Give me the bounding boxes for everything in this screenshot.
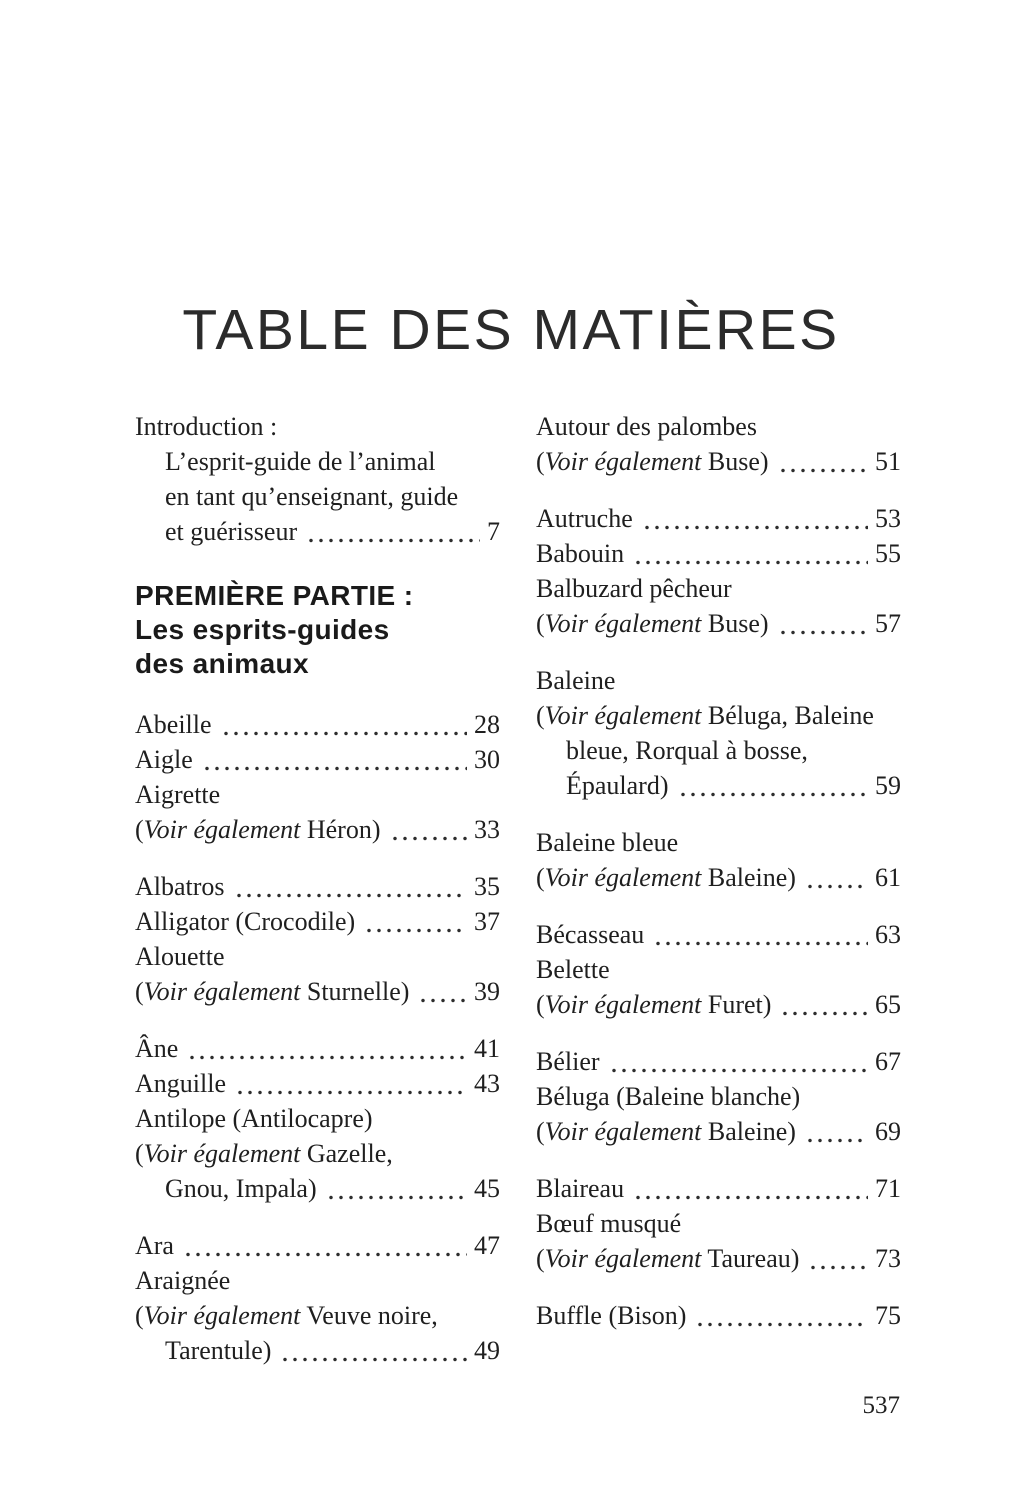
part-heading-line-3: des animaux	[135, 647, 310, 679]
entry-text	[536, 825, 678, 860]
entry-text	[566, 733, 808, 768]
see-also-italic: Voir également	[143, 814, 301, 844]
entry-text	[165, 514, 297, 549]
entry-label: Béluga (Baleine blanche)	[536, 1081, 801, 1111]
entry-label: Taureau)	[701, 1243, 800, 1273]
toc-entry	[536, 1044, 901, 1079]
dot-leader	[235, 1090, 467, 1095]
toc-entry	[536, 501, 901, 536]
entry-label: Belette	[536, 954, 610, 984]
entry-page-ref: 33	[474, 814, 500, 844]
entry-page-ref: 71	[875, 1173, 901, 1203]
entry-line	[536, 1241, 901, 1276]
entry-group	[536, 917, 901, 1022]
open-paren: (	[536, 608, 545, 638]
dot-leader	[808, 1265, 868, 1270]
entry-label: Héron)	[300, 814, 381, 844]
entry-label: Baleine)	[701, 1116, 796, 1146]
entry-label: Aigrette	[135, 779, 221, 809]
entry-line	[536, 825, 901, 860]
entry-text	[536, 952, 610, 987]
toc-entry	[135, 1228, 500, 1263]
toc-entry	[135, 742, 500, 777]
entry-label: Gazelle,	[300, 1138, 393, 1168]
entry-label: Abeille	[135, 709, 212, 739]
open-paren: (	[536, 1116, 545, 1146]
entry-page-ref: 47	[474, 1230, 500, 1260]
toc-entry	[536, 663, 901, 803]
entry-line	[135, 444, 500, 479]
entry-label: Veuve noire,	[300, 1300, 438, 1330]
part-heading-line-1: PREMIÈRE PARTIE :	[135, 579, 414, 611]
see-also-italic: Voir également	[143, 976, 301, 1006]
entry-line	[135, 1228, 500, 1263]
entry-text	[135, 409, 277, 444]
dot-leader	[280, 1357, 467, 1362]
dot-leader	[418, 998, 467, 1003]
entry-text	[135, 812, 381, 847]
entry-text	[536, 663, 615, 698]
toc-entry	[135, 707, 500, 742]
entry-line	[536, 444, 901, 479]
toc-entry	[135, 1101, 500, 1206]
entry-text	[536, 1241, 799, 1276]
entry-label: Tarentule)	[165, 1335, 272, 1365]
open-paren: (	[135, 1300, 144, 1330]
entry-line	[536, 1079, 901, 1114]
entry-label: Béluga, Baleine	[701, 700, 874, 730]
entry-label: Babouin	[536, 538, 625, 568]
entry-text	[135, 1031, 178, 1066]
entry-label: Introduction :	[135, 411, 278, 441]
toc-entry	[536, 1206, 901, 1276]
entry-line	[135, 1171, 500, 1206]
toc-entry	[536, 825, 901, 895]
entry-group	[135, 1031, 500, 1206]
entry-group	[536, 409, 901, 479]
toc-entry	[135, 1263, 500, 1368]
entry-text	[536, 444, 769, 479]
entry-text	[135, 1066, 226, 1101]
entry-text	[536, 1206, 681, 1241]
entry-label: Furet)	[701, 989, 772, 1019]
dot-leader	[778, 468, 868, 473]
entry-line	[135, 1263, 500, 1298]
entry-group	[536, 1171, 901, 1276]
entry-text	[536, 860, 796, 895]
entry-label: Anguille	[135, 1068, 226, 1098]
see-also-italic: Voir également	[143, 1300, 301, 1330]
entry-text	[135, 904, 355, 939]
entry-page-ref: 43	[474, 1068, 500, 1098]
entry-text	[135, 974, 409, 1009]
entry-line	[135, 869, 500, 904]
toc-entry	[135, 869, 500, 904]
dot-leader	[364, 928, 467, 933]
entry-label: Araignée	[135, 1265, 231, 1295]
entry-page-ref: 73	[875, 1243, 901, 1273]
toc-entry	[536, 1079, 901, 1149]
open-paren: (	[536, 1243, 545, 1273]
dot-leader	[609, 1068, 868, 1073]
toc-entry	[135, 1066, 500, 1101]
toc-entry	[536, 409, 901, 479]
entry-page-ref: 41	[474, 1033, 500, 1063]
entry-group	[536, 825, 901, 895]
entry-text	[536, 606, 769, 641]
entry-label: Bœuf musqué	[536, 1208, 682, 1238]
entry-label: Baleine	[536, 665, 616, 695]
toc-entry	[536, 917, 901, 952]
entry-label: Buse)	[701, 446, 769, 476]
toc-entry	[536, 571, 901, 641]
entry-line	[135, 1298, 500, 1333]
toc-entries-left	[135, 707, 500, 1368]
entry-line	[135, 707, 500, 742]
entry-label: Blaireau	[536, 1173, 625, 1203]
dot-leader	[390, 836, 468, 841]
see-also-italic: Voir également	[544, 608, 702, 638]
entry-line	[536, 768, 901, 803]
entry-line	[536, 1044, 901, 1079]
entry-line	[536, 1114, 901, 1149]
entry-text	[165, 1333, 271, 1368]
entry-line	[135, 1031, 500, 1066]
entry-text	[536, 501, 633, 536]
entry-line	[135, 742, 500, 777]
entry-text	[165, 479, 458, 514]
toc-entry	[135, 1031, 500, 1066]
page-number: 537	[862, 1392, 900, 1419]
entry-label: Buffle (Bison)	[536, 1300, 687, 1330]
entry-group	[536, 663, 901, 803]
entry-label: Âne	[135, 1033, 179, 1063]
toc-intro	[135, 409, 500, 549]
dot-leader	[187, 1055, 467, 1060]
entry-line	[135, 409, 500, 444]
dot-leader	[805, 1138, 868, 1143]
entry-label: Ara	[135, 1230, 174, 1260]
dot-leader	[678, 792, 868, 797]
open-paren: (	[536, 862, 545, 892]
entry-page-ref: 75	[875, 1300, 901, 1330]
toc-entry	[135, 904, 500, 939]
entry-label: Sturnelle)	[300, 976, 410, 1006]
entry-page-ref: 65	[875, 989, 901, 1019]
dot-leader	[778, 630, 868, 635]
entry-label: Bécasseau	[536, 919, 645, 949]
left-column	[135, 409, 500, 1390]
toc-entry	[536, 952, 901, 1022]
open-paren: (	[536, 989, 545, 1019]
entry-text	[536, 1298, 686, 1333]
entry-text	[135, 1263, 230, 1298]
entry-line	[135, 1333, 500, 1368]
entry-line	[536, 501, 901, 536]
dot-leader	[633, 560, 868, 565]
entry-group	[135, 1228, 500, 1368]
entry-label: Aigle	[135, 744, 193, 774]
entry-line	[536, 1298, 901, 1333]
entry-page-ref: 45	[474, 1173, 500, 1203]
part-heading	[135, 579, 500, 681]
open-paren: (	[135, 976, 144, 1006]
entry-label: Autruche	[536, 503, 633, 533]
dot-leader	[306, 538, 480, 543]
entry-line	[135, 777, 500, 812]
entry-page-ref: 28	[474, 709, 500, 739]
entry-text	[135, 1228, 174, 1263]
entry-text	[536, 987, 771, 1022]
entry-label: Autour des palombes	[536, 411, 757, 441]
dot-leader	[805, 884, 868, 889]
entry-line	[536, 860, 901, 895]
see-also-italic: Voir également	[544, 1243, 702, 1273]
entry-text	[536, 1079, 800, 1114]
toc-columns	[135, 409, 901, 1390]
entry-line	[536, 952, 901, 987]
entry-line	[536, 733, 901, 768]
entry-label: bleue, Rorqual à bosse,	[566, 735, 808, 765]
toc-entry	[536, 1171, 901, 1206]
dot-leader	[326, 1195, 467, 1200]
toc-entries-right	[536, 409, 901, 1333]
entry-group	[135, 707, 500, 847]
entry-group	[536, 1298, 901, 1333]
entry-page-ref: 57	[875, 608, 901, 638]
entry-label: Alouette	[135, 941, 225, 971]
dot-leader	[202, 766, 467, 771]
toc-entry	[135, 409, 500, 549]
entry-line	[135, 1101, 500, 1136]
entry-text	[135, 1298, 438, 1333]
toc-entry	[135, 777, 500, 847]
entry-group	[135, 409, 500, 549]
entry-page-ref: 49	[474, 1335, 500, 1365]
toc-entry	[536, 1298, 901, 1333]
entry-text	[536, 1114, 796, 1149]
entry-text	[536, 917, 644, 952]
entry-page-ref: 7	[487, 516, 500, 546]
toc-entry	[536, 536, 901, 571]
open-paren: (	[536, 446, 545, 476]
open-paren: (	[135, 1138, 144, 1168]
entry-text	[536, 536, 624, 571]
entry-label: Gnou, Impala)	[165, 1173, 317, 1203]
entry-text	[135, 707, 212, 742]
entry-text	[536, 1044, 600, 1079]
see-also-italic: Voir également	[143, 1138, 301, 1168]
entry-label: Épaulard)	[566, 770, 669, 800]
entry-page-ref: 63	[875, 919, 901, 949]
entry-line	[536, 917, 901, 952]
entry-text	[536, 409, 757, 444]
open-paren: (	[135, 814, 144, 844]
entry-label: Bélier	[536, 1046, 600, 1076]
entry-group	[536, 501, 901, 641]
entry-group	[536, 1044, 901, 1149]
entry-label: Antilope (Antilocapre)	[135, 1103, 373, 1133]
entry-label: Buse)	[701, 608, 769, 638]
entry-line	[536, 536, 901, 571]
entry-line	[536, 698, 901, 733]
entry-page-ref: 69	[875, 1116, 901, 1146]
entry-label: Balbuzard pêcheur	[536, 573, 732, 603]
entry-label: Baleine bleue	[536, 827, 679, 857]
entry-text	[135, 742, 193, 777]
entry-line	[536, 663, 901, 698]
dot-leader	[695, 1322, 868, 1327]
entry-text	[566, 768, 669, 803]
entry-page-ref: 39	[474, 976, 500, 1006]
entry-text	[135, 939, 225, 974]
dot-leader	[642, 525, 868, 530]
entry-label: Alligator (Crocodile)	[135, 906, 356, 936]
entry-text	[165, 1171, 317, 1206]
see-also-italic: Voir également	[544, 1116, 702, 1146]
toc-entry	[135, 939, 500, 1009]
entry-text	[135, 1136, 393, 1171]
entry-line	[135, 479, 500, 514]
entry-label: L’esprit-guide de l’animal	[165, 446, 436, 476]
right-column	[536, 409, 901, 1390]
entry-page-ref: 61	[875, 862, 901, 892]
entry-line	[135, 514, 500, 549]
entry-line	[536, 571, 901, 606]
part-heading-line-2: Les esprits-guides	[135, 613, 390, 645]
entry-text	[536, 1171, 624, 1206]
see-also-italic: Voir également	[544, 446, 702, 476]
entry-text	[135, 777, 220, 812]
entry-text	[536, 571, 732, 606]
entry-line	[536, 987, 901, 1022]
entry-line	[135, 939, 500, 974]
entry-text	[135, 1101, 373, 1136]
entry-line	[135, 904, 500, 939]
entry-line	[536, 409, 901, 444]
entry-page-ref: 30	[474, 744, 500, 774]
see-also-italic: Voir également	[544, 989, 702, 1019]
entry-group	[135, 869, 500, 1009]
entry-line	[135, 1136, 500, 1171]
entry-page-ref: 67	[875, 1046, 901, 1076]
entry-text	[135, 869, 225, 904]
entry-label: Baleine)	[701, 862, 796, 892]
page-title: TABLE DES MATIÈRES	[182, 298, 840, 363]
dot-leader	[780, 1011, 868, 1016]
entry-page-ref: 59	[875, 770, 901, 800]
dot-leader	[221, 731, 467, 736]
entry-line	[536, 1206, 901, 1241]
dot-leader	[653, 941, 868, 946]
see-also-italic: Voir également	[544, 862, 702, 892]
dot-leader	[633, 1195, 868, 1200]
entry-page-ref: 55	[875, 538, 901, 568]
entry-page-ref: 35	[474, 871, 500, 901]
dot-leader	[183, 1252, 467, 1257]
entry-label: et guérisseur	[165, 516, 298, 546]
entry-label: en tant qu’enseignant, guide	[165, 481, 459, 511]
see-also-italic: Voir également	[544, 700, 702, 730]
entry-line	[536, 1171, 901, 1206]
entry-page-ref: 37	[474, 906, 500, 936]
open-paren: (	[536, 700, 545, 730]
entry-text	[165, 444, 436, 479]
entry-label: Albatros	[135, 871, 225, 901]
entry-line	[135, 974, 500, 1009]
entry-text	[536, 698, 874, 733]
entry-line	[135, 1066, 500, 1101]
entry-line	[536, 606, 901, 641]
entry-page-ref: 53	[875, 503, 901, 533]
entry-line	[135, 812, 500, 847]
dot-leader	[234, 893, 467, 898]
entry-page-ref: 51	[875, 446, 901, 476]
